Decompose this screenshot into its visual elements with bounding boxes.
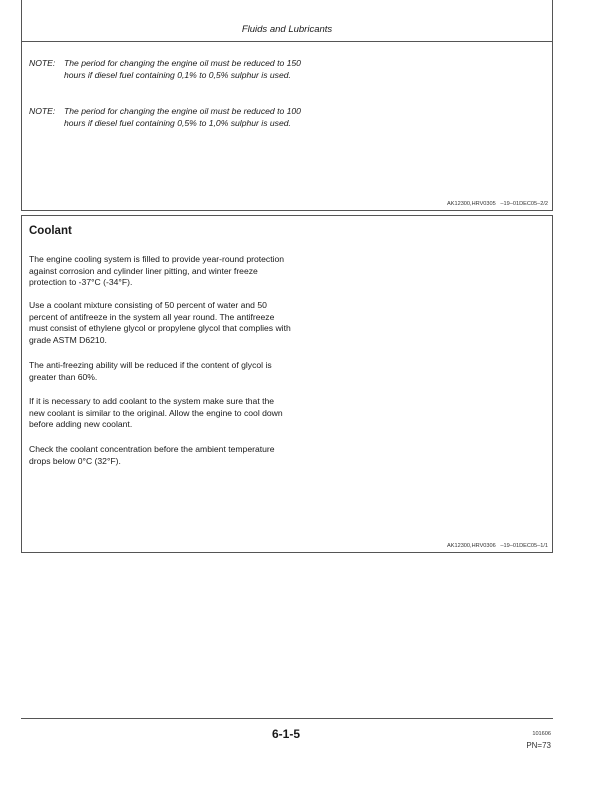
coolant-paragraph: If it is necessary to add coolant to the system make sure that the new coolant is similar to the original. Allow the engine to cool down before adding new coolant. — [29, 396, 283, 429]
section-title-coolant: Coolant — [29, 225, 72, 237]
page-number: 6-1-5 — [271, 727, 300, 741]
block-reference-code: AK12300,HRV0305 –19–01DEC05–2/2 — [447, 201, 548, 207]
page-frame-left-border — [21, 0, 22, 42]
header-rule — [21, 41, 553, 42]
footer-rule — [21, 718, 553, 719]
block-separator — [21, 210, 553, 211]
note-text: The period for changing the engine oil must be reduced to 150 hours if diesel fuel containing 0,1% to 0,5% sulphur is used. — [64, 58, 301, 80]
footer-pn: PN=73 — [526, 741, 551, 750]
coolant-paragraph: Use a coolant mixture consisting of 50 percent of water and 50 percent of antifreeze in the system all year round. The antifreeze must consist of ethylene glycol or propylene glycol that complies with grade ASTM D6210. — [29, 300, 291, 345]
note-text: The period for changing the engine oil must be reduced to 100 hours if diesel fuel containing 0,5% to 1,0% sulphur is used. — [64, 106, 301, 128]
note-label: NOTE: — [29, 58, 56, 68]
note-label: NOTE: — [29, 106, 56, 116]
coolant-paragraph: The engine cooling system is filled to provide year-round protection against corrosion and cylinder liner pitting, and winter freeze protection to -37°C (-34°F). — [29, 254, 285, 287]
block-bottom-rule — [21, 552, 553, 553]
block-right-border — [552, 42, 553, 210]
coolant-paragraph: The anti-freezing ability will be reduced if the content of glycol is greater than 60%. — [29, 360, 272, 382]
page-header-title: Fluids and Lubricants — [241, 24, 333, 35]
page-frame-right-border — [552, 0, 553, 42]
note-oil-150-hours — [29, 57, 309, 81]
footer-date-code: 101606 — [532, 731, 551, 737]
note-oil-100-hours — [29, 105, 309, 129]
block-left-border — [21, 215, 22, 552]
block-left-border — [21, 42, 22, 210]
block-reference-code: AK12300,HRV0306 –19–01DEC05–1/1 — [447, 543, 548, 549]
block-right-border — [552, 215, 553, 552]
block-top-rule — [21, 215, 553, 216]
coolant-paragraph: Check the coolant concentration before the ambient temperature drops below 0°C (32°F). — [29, 444, 275, 466]
